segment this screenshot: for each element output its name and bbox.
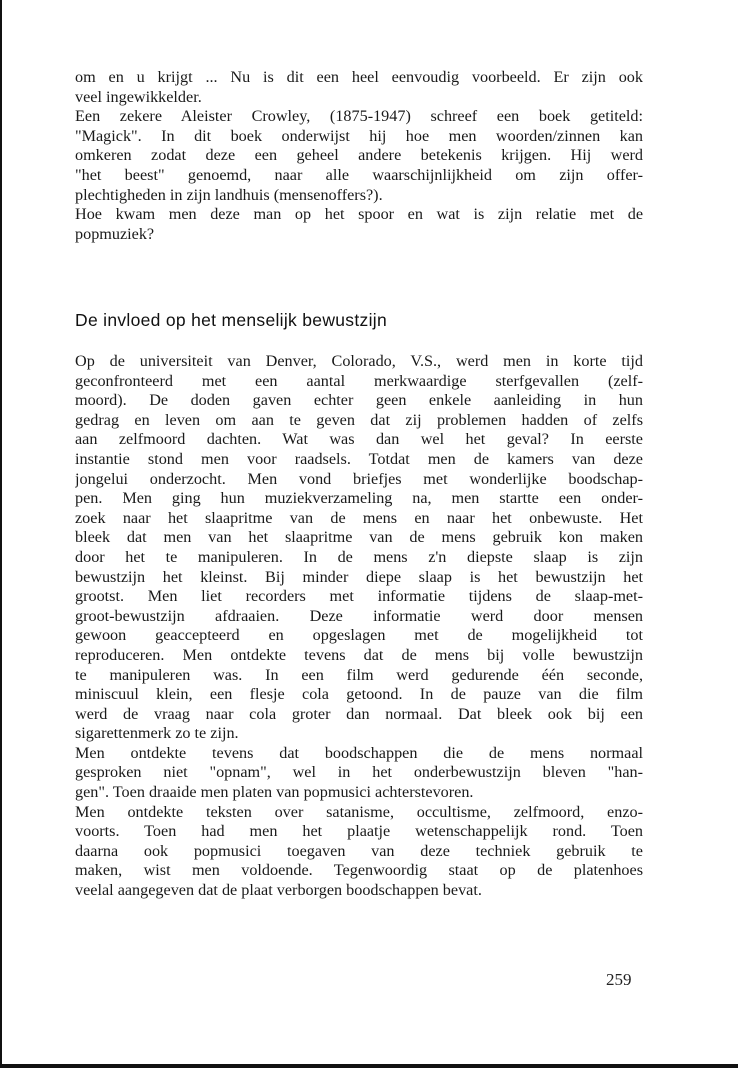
text-line: veelal aangegeven dat de plaat verborgen boodschappen bevat. [75, 881, 482, 900]
text-line: zoek naar het slaapritme van de mens en naar het onbewuste. Het [75, 508, 643, 527]
text-line: gesproken niet "opnam", wel in het onderbewustzijn bleven "han- [75, 763, 643, 782]
scan-bottom-edge [0, 1064, 738, 1068]
text-line: geconfronteerd met een aantal merkwaardige sterfgevallen (zelf- [75, 371, 643, 390]
text-line: plechtigheden in zijn landhuis (mensenoffers?). [75, 185, 383, 204]
text-line: Op de universiteit van Denver, Colorado, V.S., werd men in korte tijd [75, 352, 643, 370]
text-line: om en u krijgt ... Nu is dit een heel eenvoudig voorbeeld. Er zijn ook [75, 68, 643, 86]
text-line: groot-bewustzijn afdraaien. Deze informatie werd door mensen [75, 606, 643, 625]
text-line: sigarettenmerk zo te zijn. [75, 724, 239, 743]
text-line: gedrag en leven om aan te geven dat zij problemen hadden of zelfs [75, 410, 643, 429]
text-line: gen". Toen draaide men platen van popmusici achterstevoren. [75, 783, 474, 802]
text-line: bleek dat men van het slaapritme van de mens gebruik kon maken [75, 528, 643, 547]
text-line: instantie stond men voor raadsels. Totdat men de kamers van deze [75, 449, 643, 468]
text-line: popmuziek? [75, 224, 155, 243]
paragraph-top [75, 68, 643, 244]
text-line: "Magick". In dit boek onderwijst hij hoe men woorden/zinnen kan [75, 126, 643, 145]
section-heading: De invloed op het menselijk bewustzijn [75, 310, 387, 330]
text-line: miniscuul klein, een flesje cola getoond. In de pauze van die film [75, 685, 643, 704]
text-line: veel ingewikkelder. [75, 87, 202, 106]
text-line: Een zekere Aleister Crowley, (1875-1947) schreef een boek getiteld: [75, 107, 643, 126]
text-line: Hoe kwam men deze man op het spoor en wat is zijn relatie met de [75, 205, 643, 224]
text-line: moord). De doden gaven echter geen enkele aanleiding in hun [75, 391, 643, 410]
text-line: bewustzijn het kleinst. Bij minder diepe slaap is het bewustzijn het [75, 567, 643, 586]
paragraph-main [75, 352, 643, 901]
text-line: aan zelfmoord dachten. Wat was dan wel het geval? In eerste [75, 430, 643, 449]
text-line: Men ontdekte tevens dat boodschappen die de mens normaal [75, 743, 643, 762]
text-line: Men ontdekte teksten over satanisme, occultisme, zelfmoord, enzo- [75, 802, 643, 821]
page-number: 259 [606, 970, 632, 989]
text-line: daarna ook popmusici toegaven van deze techniek gebruik te [75, 841, 643, 860]
text-line: reproduceren. Men ontdekte tevens dat de mens bij volle bewustzijn [75, 645, 643, 664]
text-line: door het te manipuleren. In de mens z'n diepste slaap is zijn [75, 547, 643, 566]
scan-left-edge [0, 0, 2, 1068]
text-line: omkeren zodat deze een geheel andere betekenis krijgen. Hij werd [75, 146, 643, 165]
text-line: te manipuleren was. In een film werd gedurende één seconde, [75, 665, 643, 684]
text-line: pen. Men ging hun muziekverzameling na, men startte een onder- [75, 489, 643, 508]
text-line: werd de vraag naar cola groter dan normaal. Dat bleek ook bij een [75, 704, 643, 723]
text-line: grootst. Men liet recorders met informatie tijdens de slaap-met- [75, 587, 643, 606]
text-line: "het beest" genoemd, naar alle waarschijnlijkheid om zijn offer- [75, 165, 643, 184]
text-line: jongelui onderzocht. Men vond briefjes met wonderlijke boodschap- [75, 469, 643, 488]
text-line: maken, wist men voldoende. Tegenwoordig staat op de platenhoes [75, 861, 643, 880]
text-line: voorts. Toen had men het plaatje wetenschappelijk rond. Toen [75, 822, 643, 841]
text-line: gewoon geaccepteerd en opgeslagen met de mogelijkheid tot [75, 626, 643, 645]
